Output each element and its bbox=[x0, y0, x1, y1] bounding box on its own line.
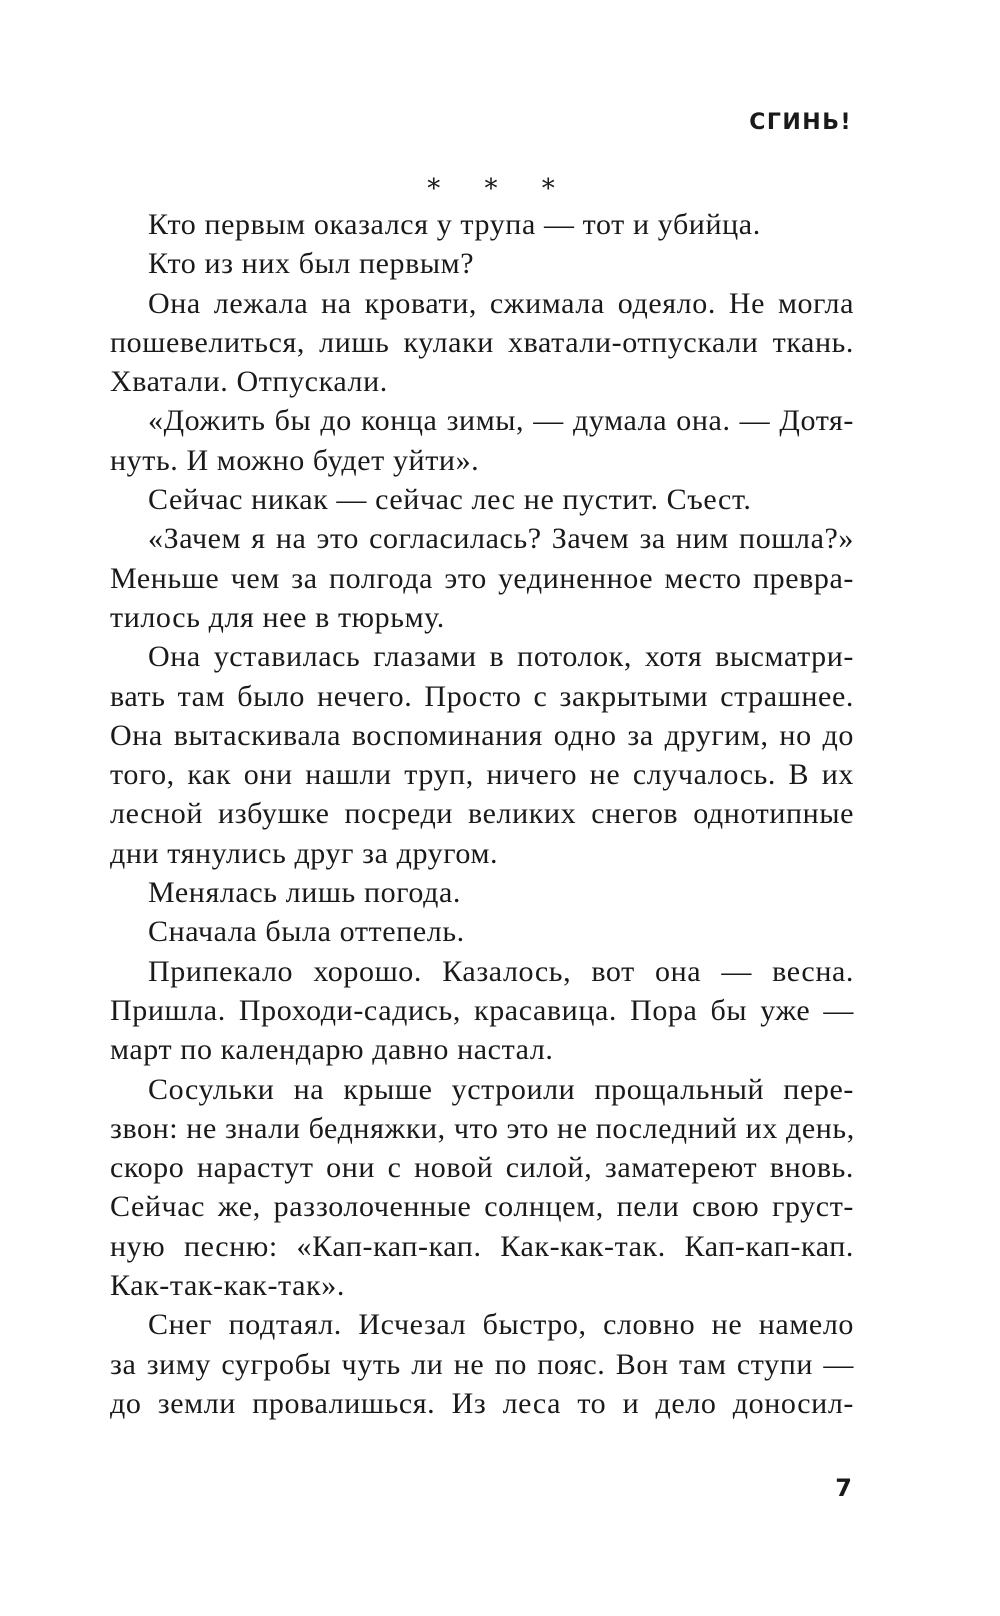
text-line: Хватали. Отпускали. bbox=[110, 365, 388, 399]
text-line: дни тянулись друг за другом. bbox=[110, 836, 499, 870]
text-line: за зиму сугробы чуть ли не по пояс. Вон там ступи — bbox=[110, 1347, 854, 1381]
text-line: Она лежала на кровати, сжимала одеяло. Не могла bbox=[148, 286, 854, 320]
text-line: вать там было нечего. Просто с закрытыми страшнее. bbox=[110, 679, 854, 713]
text-line: скоро нарастут они с новой силой, заматереют вновь. bbox=[110, 1151, 854, 1185]
text-line: того, как они нашли труп, ничего не случалось. В их bbox=[110, 758, 854, 792]
text-line: ную песню: «Кап-кап-кап. Как-как-так. Кап-кап-кап. bbox=[110, 1229, 854, 1263]
text-line: Меньше чем за полгода это уединенное место превра- bbox=[110, 561, 854, 595]
text-line: лесной избушке посреди великих снегов однотипные bbox=[110, 797, 854, 831]
text-line: Припекало хорошо. Казалось, вот она — весна. bbox=[148, 954, 854, 988]
text-line: Кто первым оказался у трупа — тот и убийца. bbox=[148, 208, 761, 241]
text-line: до земли провалишься. Из леса то и дело доносил- bbox=[110, 1386, 854, 1420]
text-line: Она вытаскивала воспоминания одно за другим, но до bbox=[110, 718, 854, 752]
text-line: нуть. И можно будет уйти». bbox=[110, 443, 480, 477]
text-line: «Зачем я на это согласилась? Зачем за ним пошла?» bbox=[148, 522, 854, 556]
text-line: Кто из них был первым? bbox=[148, 247, 475, 281]
text-line: Пришла. Проходи-садись, красавица. Пора бы уже — bbox=[110, 993, 854, 1027]
body-text bbox=[110, 205, 854, 1423]
text-line: март по календарю давно настал. bbox=[110, 1033, 554, 1067]
text-line: звон: не знали бедняжки, что это не последний их день, bbox=[110, 1111, 855, 1145]
text-line: Снег подтаял. Исчезал быстро, словно не намело bbox=[148, 1308, 854, 1342]
text-line: пошевелиться, лишь кулаки хватали-отпускали ткань. bbox=[110, 325, 854, 359]
text-line: Сейчас же, раззолоченные солнцем, пели свою груст- bbox=[110, 1190, 854, 1224]
text-line: «Дожить бы до конца зимы, — думала она. — Дотя- bbox=[148, 404, 854, 438]
text-line: Менялась лишь погода. bbox=[148, 876, 461, 910]
text-line: Сейчас никак — сейчас лес не пустит. Съест. bbox=[148, 483, 752, 517]
page-number: 7 bbox=[835, 1474, 852, 1502]
text-line: Сначала была оттепель. bbox=[148, 915, 465, 949]
text-line: тилось для нее в тюрьму. bbox=[110, 600, 445, 634]
text-line: Как-так-как-так». bbox=[110, 1269, 345, 1303]
text-line: Сосульки на крыше устроили прощальный пере- bbox=[148, 1072, 854, 1106]
section-separator: * * * bbox=[427, 174, 573, 204]
text-line: Она уставилась глазами в потолок, хотя высматри- bbox=[148, 640, 854, 674]
running-head: СГИНЬ! bbox=[749, 110, 852, 135]
